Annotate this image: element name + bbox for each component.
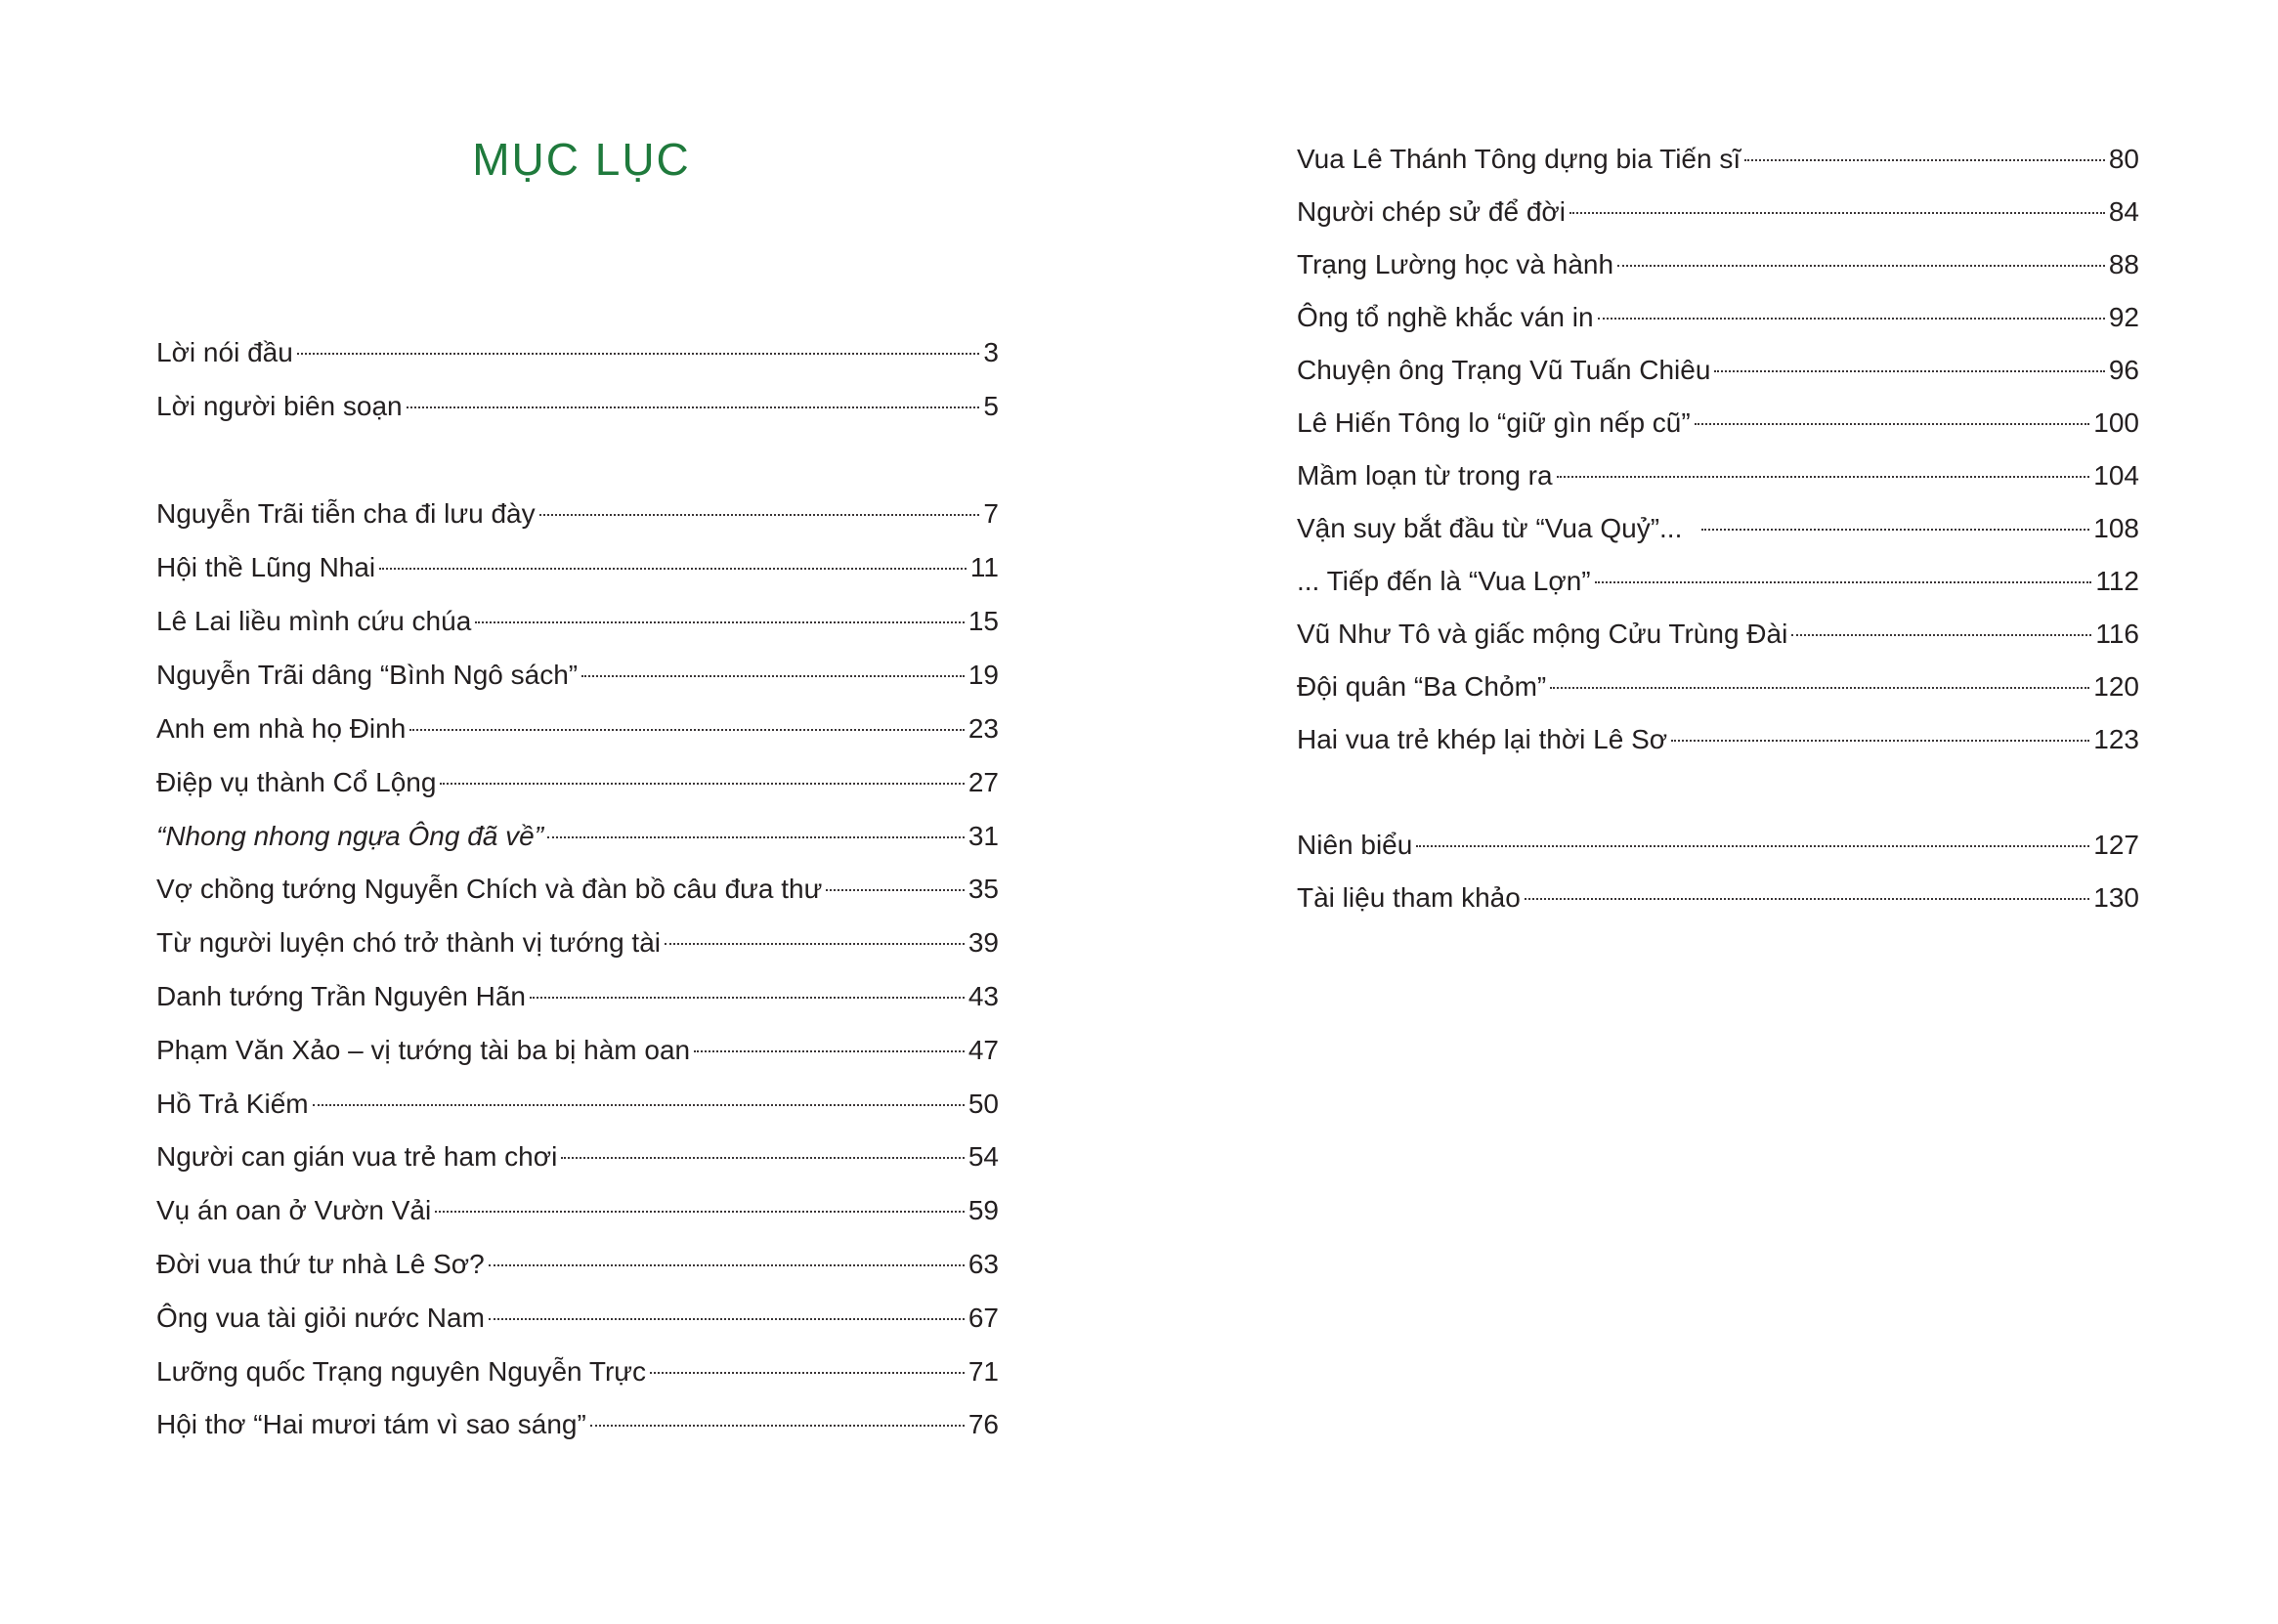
toc-entry[interactable] [1297, 878, 2139, 918]
toc-entry-page: 54 [967, 1141, 999, 1172]
toc-entry-page: 11 [969, 552, 999, 582]
dot-leader [1595, 581, 2092, 583]
toc-entry-page: 19 [967, 660, 999, 690]
toc-entry-title: Phạm Văn Xảo – vị tướng tài ba bị hàm oan [156, 1035, 691, 1065]
dot-leader [475, 621, 965, 623]
toc-entry-title: Vận suy bắt đầu từ “Vua Quỷ”... [1297, 513, 1683, 543]
toc-entry-title: Hội thề Lũng Nhai [156, 552, 376, 582]
dot-leader [694, 1050, 965, 1052]
toc-entry-title: Nguyễn Trãi dâng “Bình Ngô sách” [156, 660, 579, 690]
toc-entry[interactable] [156, 977, 999, 1016]
toc-entry[interactable] [1297, 667, 2139, 706]
toc-entry-page: 108 [2093, 513, 2139, 543]
toc-entry[interactable] [156, 1085, 999, 1124]
toc-entry-title: Trạng Lường học và hành [1297, 249, 1614, 279]
dot-leader [650, 1372, 965, 1374]
toc-entry-title: Vua Lê Thánh Tông dựng bia Tiến sĩ [1297, 144, 1741, 174]
toc-entry-page: 43 [967, 981, 999, 1011]
toc-entry-title: Ông vua tài giỏi nước Nam [156, 1303, 485, 1333]
toc-entry-title: Hai vua trẻ khép lại thời Lê Sơ [1297, 724, 1668, 754]
toc-entry-title: Lê Lai liều mình cứu chúa [156, 606, 472, 636]
toc-entry[interactable] [156, 1352, 999, 1391]
toc-entry[interactable] [156, 656, 999, 695]
toc-entry[interactable] [1297, 140, 2139, 179]
toc-entry-page: 130 [2093, 882, 2139, 913]
toc-entry[interactable] [156, 333, 999, 372]
toc-entry-page: 112 [2095, 566, 2139, 596]
toc-entry-title: ... Tiếp đến là “Vua Lợn” [1297, 566, 1591, 596]
toc-entry[interactable] [1297, 192, 2139, 232]
dot-leader [489, 1264, 965, 1266]
toc-entry[interactable] [1297, 456, 2139, 495]
toc-entry-page: 92 [2108, 302, 2139, 332]
toc-entry-title: Nguyễn Trãi tiễn cha đi lưu đày [156, 498, 536, 529]
toc-entry-page: 123 [2093, 724, 2139, 754]
dot-leader [826, 889, 964, 891]
toc-entry[interactable] [156, 548, 999, 587]
toc-entry-page: 3 [983, 337, 999, 367]
dot-leader [1671, 740, 2089, 742]
toc-entry-title: Danh tướng Trần Nguyên Hãn [156, 981, 526, 1011]
toc-entry[interactable] [1297, 826, 2139, 865]
toc-entry[interactable] [1297, 245, 2139, 284]
toc-entry-page: 23 [967, 713, 999, 744]
dot-leader [1598, 318, 2105, 320]
toc-entry[interactable] [156, 1405, 999, 1444]
toc-entry-page: 5 [983, 391, 999, 421]
toc-entry-page: 27 [967, 767, 999, 797]
dot-leader [1569, 212, 2105, 214]
toc-entry-title: Mầm loạn từ trong ra [1297, 460, 1553, 491]
toc-entry-page: 120 [2093, 671, 2139, 702]
dot-leader [1550, 687, 2089, 689]
toc-entry-title: Lời người biên soạn [156, 391, 403, 421]
toc-entry-page: 59 [967, 1195, 999, 1225]
toc-entry-title: Vợ chồng tướng Nguyễn Chích và đàn bồ câu đưa thư [156, 874, 823, 904]
toc-entry-title: Vũ Như Tô và giấc mộng Cửu Trùng Đài [1297, 619, 1788, 649]
toc-entry-title: Anh em nhà họ Đinh [156, 713, 407, 744]
toc-entry-title: Người can gián vua trẻ ham chơi [156, 1141, 558, 1172]
toc-entry-page: 67 [967, 1303, 999, 1333]
toc-entry-title: Đời vua thứ tư nhà Lê Sơ? [156, 1249, 485, 1279]
toc-entry-title: Lê Hiến Tông lo “giữ gìn nếp cũ” [1297, 407, 1691, 438]
dot-leader [590, 1425, 965, 1427]
toc-entry[interactable] [156, 763, 999, 802]
toc-entry-page: 80 [2108, 144, 2139, 174]
toc-entry-page: 35 [967, 874, 999, 904]
toc-entry-page: 116 [2095, 619, 2139, 649]
toc-entry-title: Vụ án oan ở Vườn Vải [156, 1195, 432, 1225]
toc-entry[interactable] [156, 1137, 999, 1176]
dot-leader [407, 406, 980, 408]
toc-entry-title: Từ người luyện chó trở thành vị tướng tài [156, 927, 661, 958]
toc-entry-title: Hồ Trả Kiếm [156, 1089, 309, 1119]
toc-entry[interactable] [156, 1031, 999, 1070]
dot-leader [561, 1157, 965, 1159]
dot-leader [581, 675, 965, 677]
toc-entry-page: 15 [967, 606, 999, 636]
toc-entry-page: 50 [967, 1089, 999, 1119]
toc-entry[interactable] [156, 870, 999, 909]
toc-entry-page: 71 [967, 1356, 999, 1387]
dot-leader [1416, 845, 2089, 847]
toc-entry-page: 31 [967, 821, 999, 851]
toc-entry-page: 88 [2108, 249, 2139, 279]
toc-entry[interactable] [1297, 298, 2139, 337]
toc-entry-page: 76 [967, 1409, 999, 1439]
toc-entry[interactable] [1297, 351, 2139, 390]
toc-entry-title: Ông tổ nghề khắc ván in [1297, 302, 1594, 332]
toc-entry[interactable] [1297, 509, 2139, 548]
dot-leader [379, 568, 967, 570]
dot-leader [297, 353, 980, 355]
toc-entry[interactable] [1297, 404, 2139, 443]
dot-leader [1791, 634, 2091, 636]
dot-leader [1744, 159, 2105, 161]
dot-leader [1701, 529, 2089, 531]
page-title: MỤC LỤC [472, 134, 691, 185]
toc-entry-page: 47 [967, 1035, 999, 1065]
dot-leader [1557, 476, 2090, 478]
toc-entry-title: “Nhong nhong ngựa Ông đã về” [156, 821, 544, 851]
toc-entry-title: Người chép sử để đời [1297, 196, 1566, 227]
dot-leader [665, 943, 965, 945]
toc-entry[interactable] [156, 1299, 999, 1338]
dot-leader [409, 729, 965, 731]
dot-leader [539, 514, 980, 516]
toc-entry-title: Đội quân “Ba Chỏm” [1297, 671, 1547, 702]
toc-entry[interactable] [1297, 615, 2139, 654]
toc-entry[interactable] [156, 387, 999, 426]
toc-entry[interactable] [156, 709, 999, 748]
dot-leader [1617, 265, 2105, 267]
toc-entry[interactable] [156, 923, 999, 962]
dot-leader [530, 997, 965, 999]
toc-entry-page: 7 [983, 498, 999, 529]
toc-entry-page: 84 [2108, 196, 2139, 227]
toc-entry[interactable] [156, 602, 999, 641]
toc-entry-title: Điệp vụ thành Cổ Lộng [156, 767, 437, 797]
toc-entry[interactable] [156, 1245, 999, 1284]
toc-entry-title: Tài liệu tham khảo [1297, 882, 1521, 913]
toc-entry-title: Lưỡng quốc Trạng nguyên Nguyễn Trực [156, 1356, 647, 1387]
toc-entry-page: 39 [967, 927, 999, 958]
toc-entry-page: 63 [967, 1249, 999, 1279]
toc-entry[interactable] [156, 817, 999, 856]
toc-entry[interactable] [1297, 720, 2139, 759]
toc-entry-page: 127 [2093, 830, 2139, 860]
dot-leader [489, 1318, 965, 1320]
toc-entry-page: 100 [2093, 407, 2139, 438]
toc-entry[interactable] [156, 494, 999, 534]
dot-leader [1695, 423, 2090, 425]
toc-entry-page: 96 [2108, 355, 2139, 385]
dot-leader [1714, 370, 2104, 372]
toc-entry-title: Hội thơ “Hai mươi tám vì sao sáng” [156, 1409, 586, 1439]
toc-entry-page: 104 [2093, 460, 2139, 491]
toc-entry-title: Niên biểu [1297, 830, 1413, 860]
toc-entry-title: Lời nói đầu [156, 337, 293, 367]
toc-entry[interactable] [156, 1191, 999, 1230]
dot-leader [440, 783, 964, 785]
dot-leader [547, 836, 965, 838]
dot-leader [313, 1104, 965, 1106]
dot-leader [435, 1211, 965, 1213]
dot-leader [1525, 898, 2089, 900]
toc-entry[interactable] [1297, 562, 2139, 601]
toc-entry-title: Chuyện ông Trạng Vũ Tuấn Chiêu [1297, 355, 1711, 385]
